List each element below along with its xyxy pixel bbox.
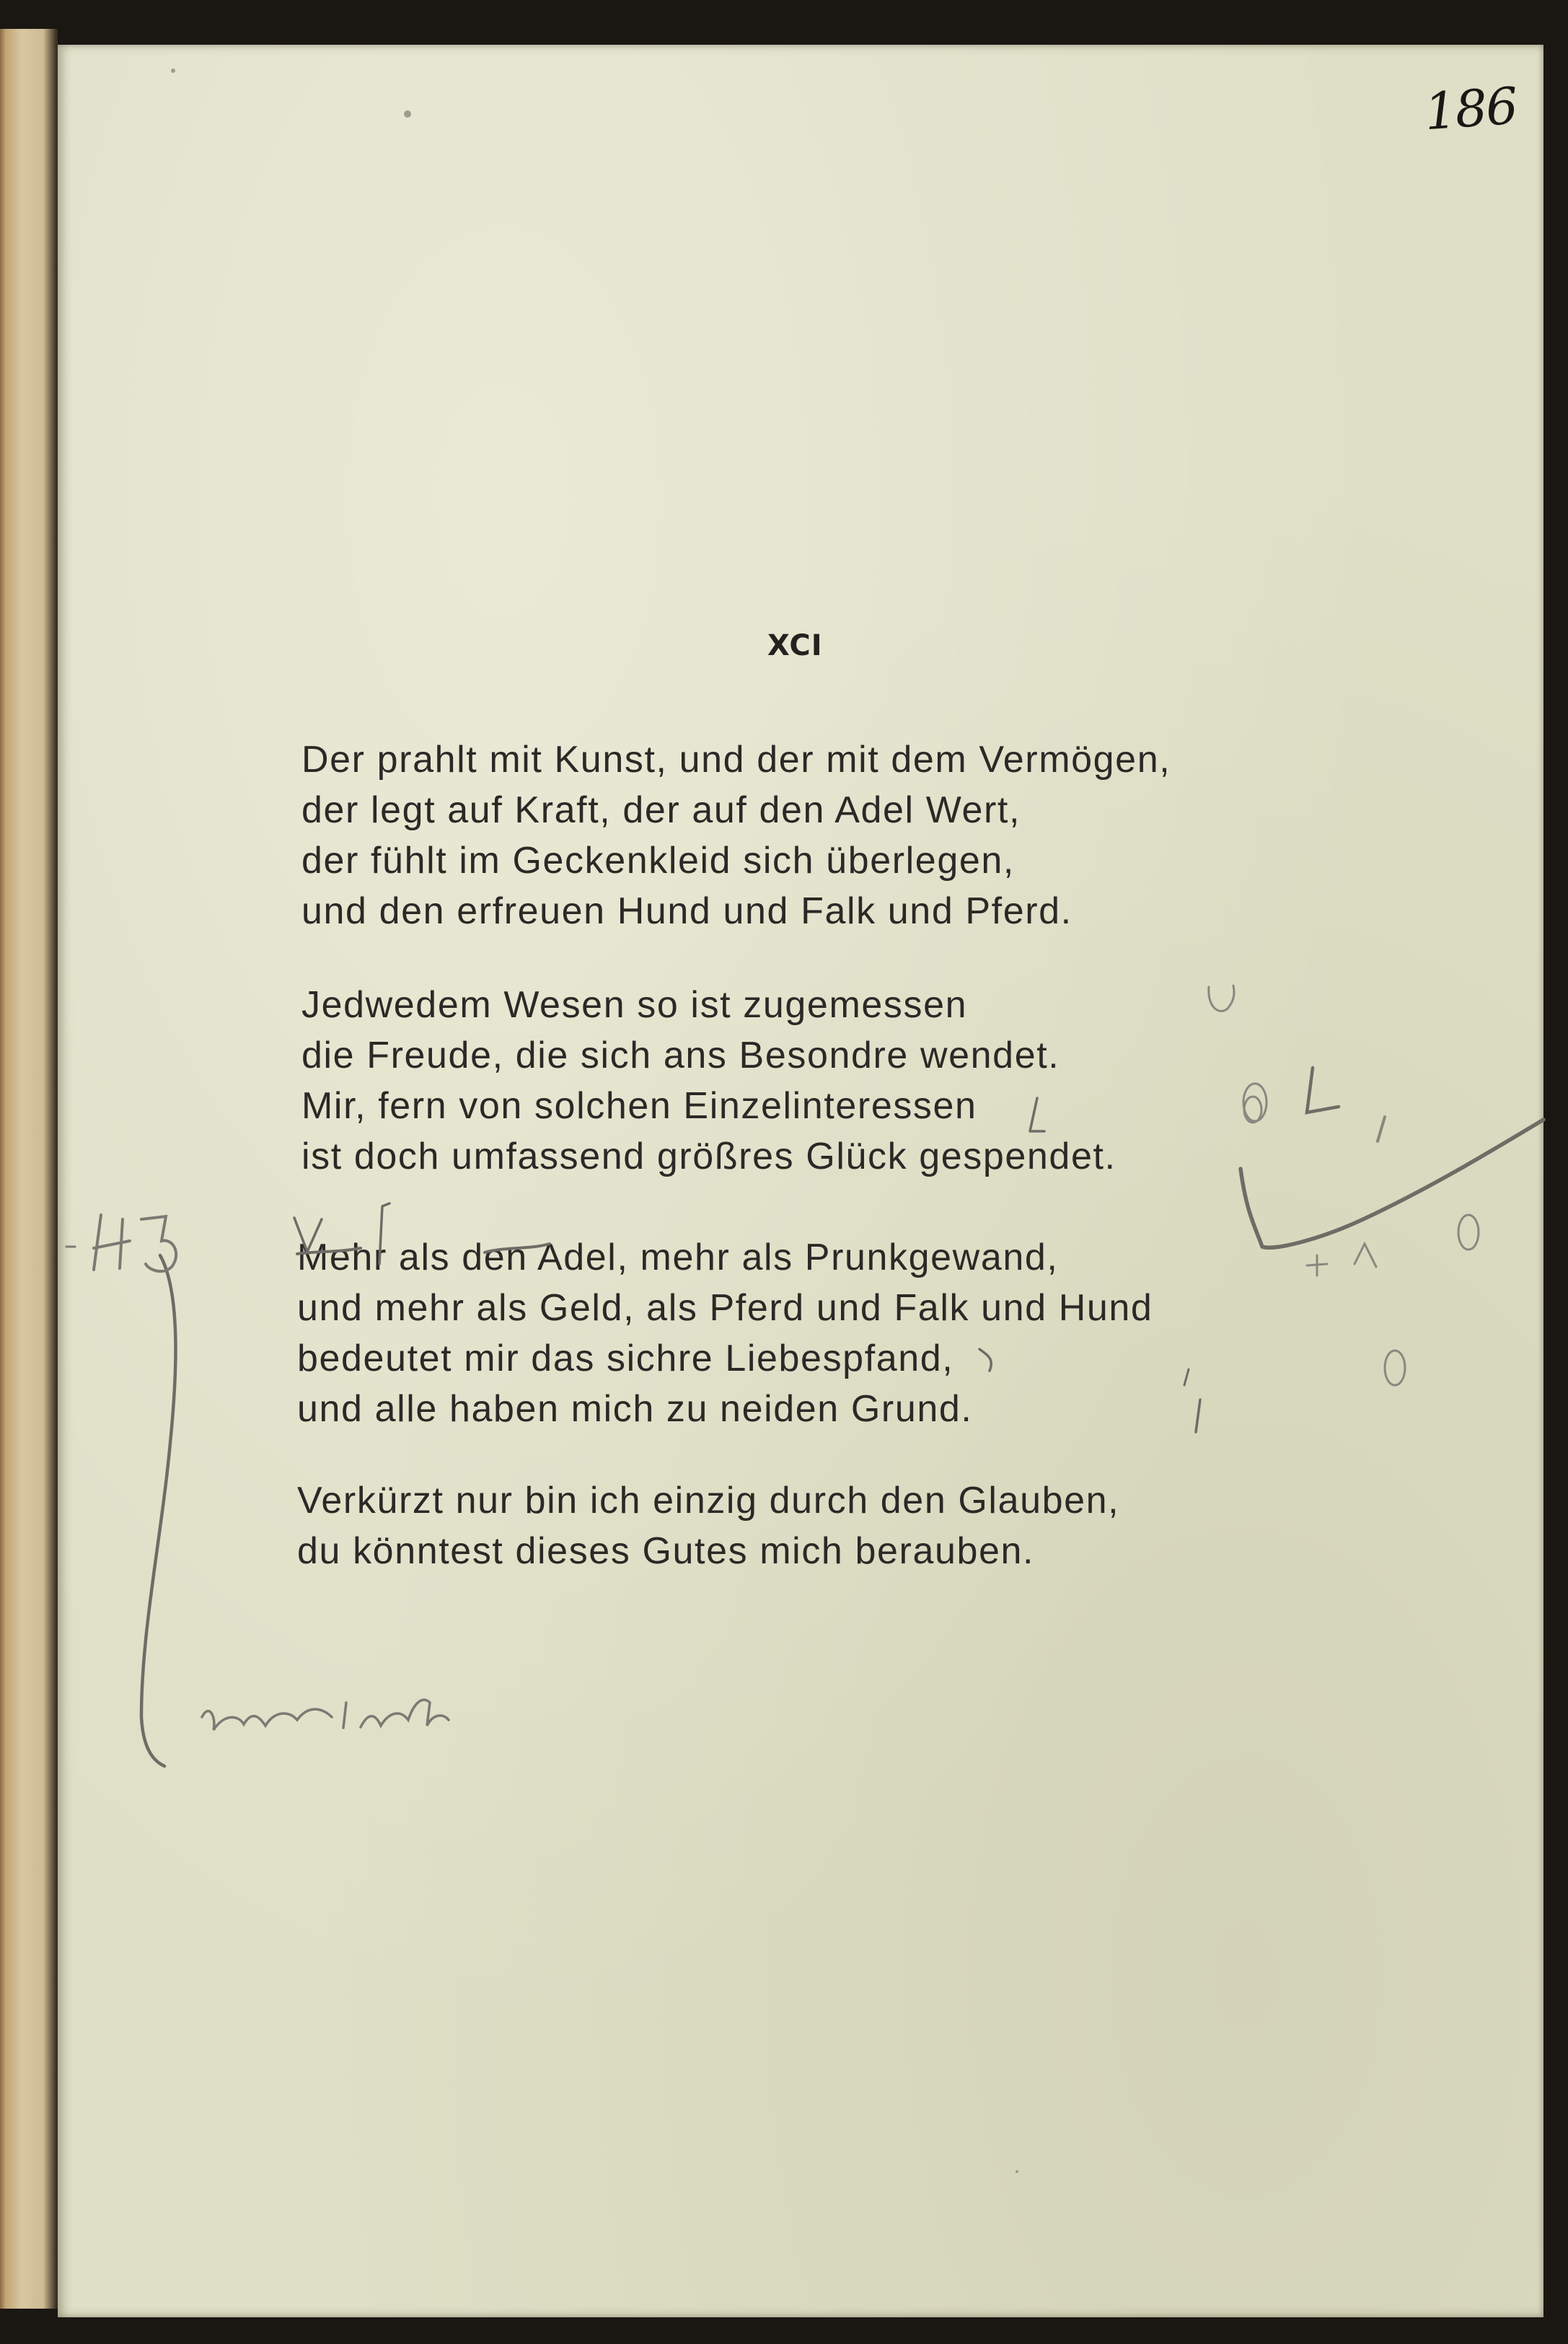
stanza-4-line-2: du könntest dieses Gutes mich berauben. xyxy=(297,1530,1035,1572)
stanza-4-line-1: Verkürzt nur bin ich einzig durch den Glauben, xyxy=(297,1480,1120,1522)
page-number: 186 xyxy=(1422,76,1519,142)
stanza-1-line-2: der legt auf Kraft, der auf den Adel Wert, xyxy=(301,789,1021,831)
stanza-3-line-4: und alle haben mich zu neiden Grund. xyxy=(297,1388,973,1430)
stanza-2-line-4: ist doch umfassend größres Glück gespendet. xyxy=(301,1136,1116,1177)
stanza-1-line-3: der fühlt im Geckenkleid sich überlegen, xyxy=(301,840,1015,882)
stanza-3-line-3: bedeutet mir das sichre Liebespfand, xyxy=(297,1338,954,1379)
stanza-1 xyxy=(301,734,1171,936)
stanza-2-line-2: die Freude, die sich ans Besondre wendet. xyxy=(301,1035,1060,1076)
poem-title: XCI xyxy=(767,629,823,662)
stanza-1-line-4: und den erfreuen Hund und Falk und Pferd. xyxy=(301,890,1073,932)
stanza-2-line-3: Mir, fern von solchen Einzelinteressen xyxy=(301,1085,977,1127)
previous-page-edge xyxy=(0,29,58,2309)
stanza-4 xyxy=(297,1475,1119,1576)
stanza-1-line-1: Der prahlt mit Kunst, und der mit dem Vermögen, xyxy=(301,739,1171,781)
stanza-2 xyxy=(301,980,1116,1182)
stanza-2-line-1: Jedwedem Wesen so ist zugemessen xyxy=(301,984,968,1026)
stanza-3-line-1: Mehr als den Adel, mehr als Prunkgewand, xyxy=(297,1237,1059,1278)
stanza-3 xyxy=(297,1232,1153,1434)
stanza-3-line-2: und mehr als Geld, als Pferd und Falk und Hund xyxy=(297,1287,1153,1329)
